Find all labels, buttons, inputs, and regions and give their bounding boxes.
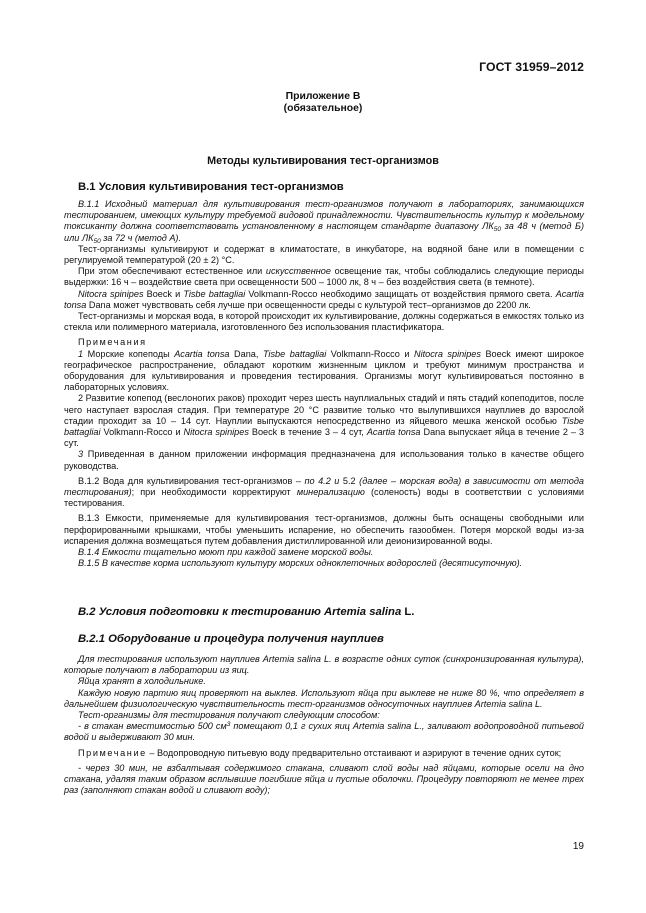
section-b1-body — [64, 199, 584, 570]
para-hatch-check: Каждую новую партию яиц проверяют на выклев. Используют яйца при выклеве не ниже 80 %, что определяет в дальнейшем физиологическую чувствительность тест-организмов односуточных науплиев Artemia salina L. — [64, 687, 584, 709]
para-b12: В.1.2 Вода для культивирования тест-организмов – по 4.2 и 5.2 (далее – морская вода) в зависимости от метода тестирования); при необходимости корректируют минерализацию (соленость) воды в соответствии с условиями тестирования. — [64, 475, 585, 509]
para-egg-storage: Яйца хранят в холодильнике. — [78, 676, 206, 687]
para-light-protection: Nitocra spinipes Boeck и Tisbe battagliai Volkmann-Rocco необходимо защищать от воздействия прямого света. Acartia tonsa Dana может чувствовать себя лучше при освещенности среды с культурой тест–организмов до 2200 лк. — [64, 288, 585, 310]
para-method-intro: Тест-организмы для тестирования получают следующим способом: — [78, 710, 380, 721]
para-step-1: - в стакан вместимостью 500 $см^3$ помещают 0,1 г сухих яиц Artemia salina L., заливают водопроводной питьевой водой и выдерживают 30 мин. — [64, 721, 584, 743]
section-b21-body — [64, 654, 584, 796]
heading-b2: В.2 Условия подготовки к тестированию Artemia salina L. — [78, 606, 415, 618]
note-1: 1 Морские копеподы Acartia tonsa Dana, Tisbe battagliai Volkmann-Rocco и Nitocra spinipes Boeck имеют широкое географическое распространение, обладают коротким жизненным циклом и требуют минимум пространства и оборудования для культивирования и проведения тестирования. Организмы могут культивироваться постоянно в лабораторных условиях. — [64, 348, 585, 393]
para-b13: В.1.3 Емкости, применяемые для культивирования тест-организмов, должны быть оснащены свободными или перфорированными крышками, чтобы уменьшить испарение, но обеспечить газообмен. Потеря морской воды из-за испарения должна возмещаться путем добавления дистиллированной или деионизированной воды. — [64, 513, 584, 546]
note-tap-water: Примечание – Водопроводную питьевую воду предварительно отстаивают и аэрируют в течение одних суток; — [78, 747, 562, 758]
para-b14: В.1.4 Емкости тщательно моют при каждой замене морской воды. — [78, 547, 374, 558]
para-b11: В.1.1 Исходный материал для культивирования тест-организмов получают в лабораториях, занимающихся тестированием, имеющих культуру требуемой видовой принадлежности. Чувствительность культур к модельному токсиканту должна соответствовать установленному в настоящем стандарте диапазону $ЛК_{50}$ за 48 ч (метод Б) или $ЛК_{50}$ за 72 ч (метод А). — [64, 199, 585, 245]
para-step-2: - через 30 мин, не взбалтывая содержимого стакана, сливают слой воды над яйцами, которые осели на дно стакана, удаляя таким образом всплывшие погибшие яйца и пустые оболочки. Процедуру повторяют не менее трех раз (заполняют стакан водой и сливают воду); — [64, 762, 584, 796]
para-nauplii-age: Для тестирования используют науплиев Artemia salina L. в возрасте одних суток (синхронизированная культура), которые получают в лаборатории из яиц. — [64, 654, 584, 676]
section-title: Методы культивирования тест-организмов — [207, 155, 439, 167]
para-b15: В.1.5 В качестве корма используют культуру морских одноклеточных водорослей (десятисуточную). — [78, 558, 523, 569]
heading-b21: В.2.1 Оборудование и процедура получения науплиев — [78, 633, 384, 645]
para-incubation: Тест-организмы культивируют и содержат в климатостате, в инкубаторе, на водяной бане или в помещении с регулируемой температурой (20 ± 2) °С. — [64, 243, 584, 266]
para-lighting: При этом обеспечивают естественное или искусственное освещение так, чтобы соблюдались следующие периоды выдержки: 16 ч – воздействие света при освещенности 500 – 1000 лк, 8 ч – без воздействия света (в темноте). — [64, 266, 584, 288]
annex-status: (обязательное) — [283, 103, 363, 114]
page-number: 19 — [572, 841, 584, 852]
heading-b1: В.1 Условия культивирования тест-организмов — [78, 181, 344, 193]
notes-label: Примечания — [78, 337, 147, 348]
note-3: 3 Приведенная в данном приложении информация предназначена для использования только в качестве общего руководства. — [64, 449, 584, 471]
standard-code: ГОСТ 31959–2012 — [479, 60, 584, 74]
note-2: 2 Развитие копепод (веслоногих раков) проходит через шесть науплиальных стадий и пять стадий копеподитов, после чего наступает взрослая стадия. При температуре 20 °С развитие только что вылупившихся науплиев до взрослой стадии проходит за 10 – 14 сут. Науплии выпускаются непосредственно из яйцевого мешка женской особью Tisbe battagliai Volkmann-Rocco и Nitocra spinipes Boeck в течение 3 – 4 сут, Acartia tonsa Dana выпускает яйца в течение 2 – 3 сут. — [64, 393, 584, 449]
annex-title: Приложение В — [285, 91, 361, 102]
para-containers: Тест-организмы и морская вода, в которой происходит их культивирование, должны содержаться в емкостях только из стекла или полимерного материала, изготовленного без использования пластификатора. — [64, 311, 584, 333]
